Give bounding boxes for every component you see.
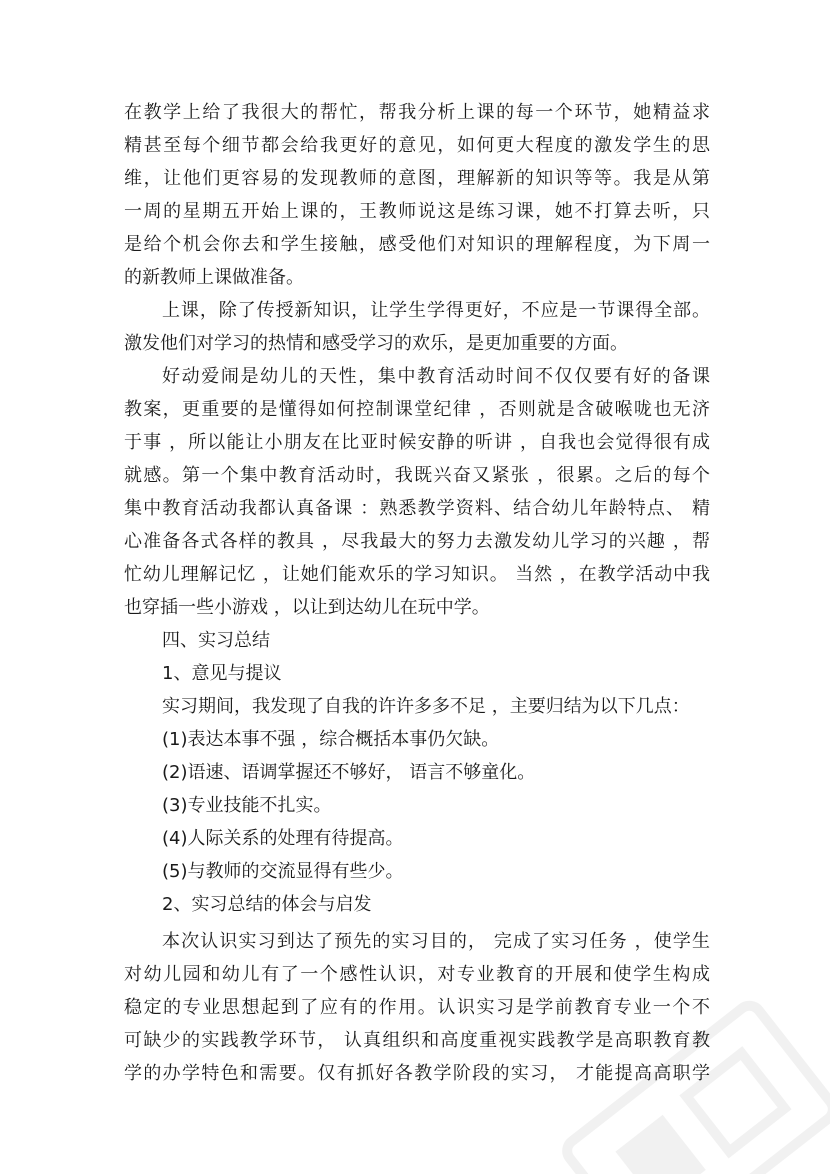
text-line: 一周的星期五开始上课的，王教师说这是练习课，她不打算去听，只: [124, 201, 710, 222]
text-line: 对幼儿园和幼儿有了一个感性认识，对专业教育的开展和使学生构成: [124, 964, 710, 985]
text-line: 就感。第一个集中教育活动时，我既兴奋又紧张 ，很累。之后的每个: [124, 465, 710, 486]
text-line: 维，让他们更容易的发现教师的意图，理解新的知识等等。我是从第: [124, 168, 710, 189]
text-line: 激发他们对学习的热情和感受学习的欢乐，是更加重要的方面。: [124, 333, 628, 354]
paragraph-3: [124, 360, 710, 624]
paragraph-1: [124, 96, 710, 294]
text-line: 是给个机会你去和学生接触，感受他们对知识的理解程度，为下周一: [124, 234, 710, 255]
list-item: (3)专业技能不扎实。: [162, 795, 332, 816]
text-line: 心准备各式各样的教具 ，尽我最大的努力去激发幼儿学习的兴趣 ，帮: [124, 531, 710, 552]
text-line: 稳定的专业思想起到了应有的作用。认识实习是学前教育专业一个不: [124, 997, 710, 1018]
list-item: (5)与教师的交流显得有些少。: [162, 861, 404, 882]
text-line: 本次认识实习到达了预先的实习目的， 完成了实习任务 ，使学生: [162, 931, 710, 952]
document-body: [124, 96, 710, 1090]
text-line: 学的办学特色和需要。仅有抓好各教学阶段的实习， 才能提高高职学: [124, 1063, 710, 1084]
text-line: 可缺少的实践教学环节， 认真组织和高度重视实践教学是高职教育教: [124, 1030, 710, 1051]
text-line: 精甚至每个细节都会给我更好的意见，如何更大程度的激发学生的思: [124, 135, 710, 156]
list-item: (2)语速、语调掌握还不够好， 语言不够童化。: [162, 762, 536, 783]
text-line: 教案，更重要的是懂得如何控制课堂纪律 ，否则就是含破喉咙也无济: [124, 399, 710, 420]
text-line: 上课，除了传授新知识，让学生学得更好，不应是一节课得全部。: [162, 300, 710, 321]
text-line: 好动爱闹是幼儿的天性，集中教育活动时间不仅仅要有好的备课: [162, 366, 710, 387]
list-item: (1)表达本事不强 ，综合概括本事仍欠缺。: [162, 729, 500, 750]
section-heading: 四、实习总结: [162, 630, 270, 651]
list-intro: 实习期间，我发现了自我的许许多多不足 ，主要归结为以下几点：: [162, 696, 690, 717]
subsection-heading: 1、意见与提议: [162, 663, 282, 684]
text-line: 在教学上给了我很大的帮忙，帮我分析上课的每一个环节，她精益求: [124, 102, 710, 123]
text-line: 的新教师上课做准备。: [124, 267, 304, 288]
text-line: 集中教育活动我都认真备课 ：熟悉教学资料、结合幼儿年龄特点、 精: [124, 498, 710, 519]
list-item: (4)人际关系的处理有待提高。: [162, 828, 404, 849]
text-line: 忙幼儿理解记忆 ，让她们能欢乐的学习知识。 当然 ，在教学活动中我: [124, 564, 710, 585]
text-line: 也穿插一些小游戏 ，以让到达幼儿在玩中学。: [124, 597, 490, 618]
subsection-heading: 2、实习总结的体会与启发: [162, 894, 372, 915]
text-line: 于事 ，所以能让小朋友在比亚时候安静的听讲 ，自我也会觉得很有成: [124, 432, 710, 453]
paragraph-final: [124, 925, 710, 1090]
paragraph-2: [124, 294, 710, 360]
